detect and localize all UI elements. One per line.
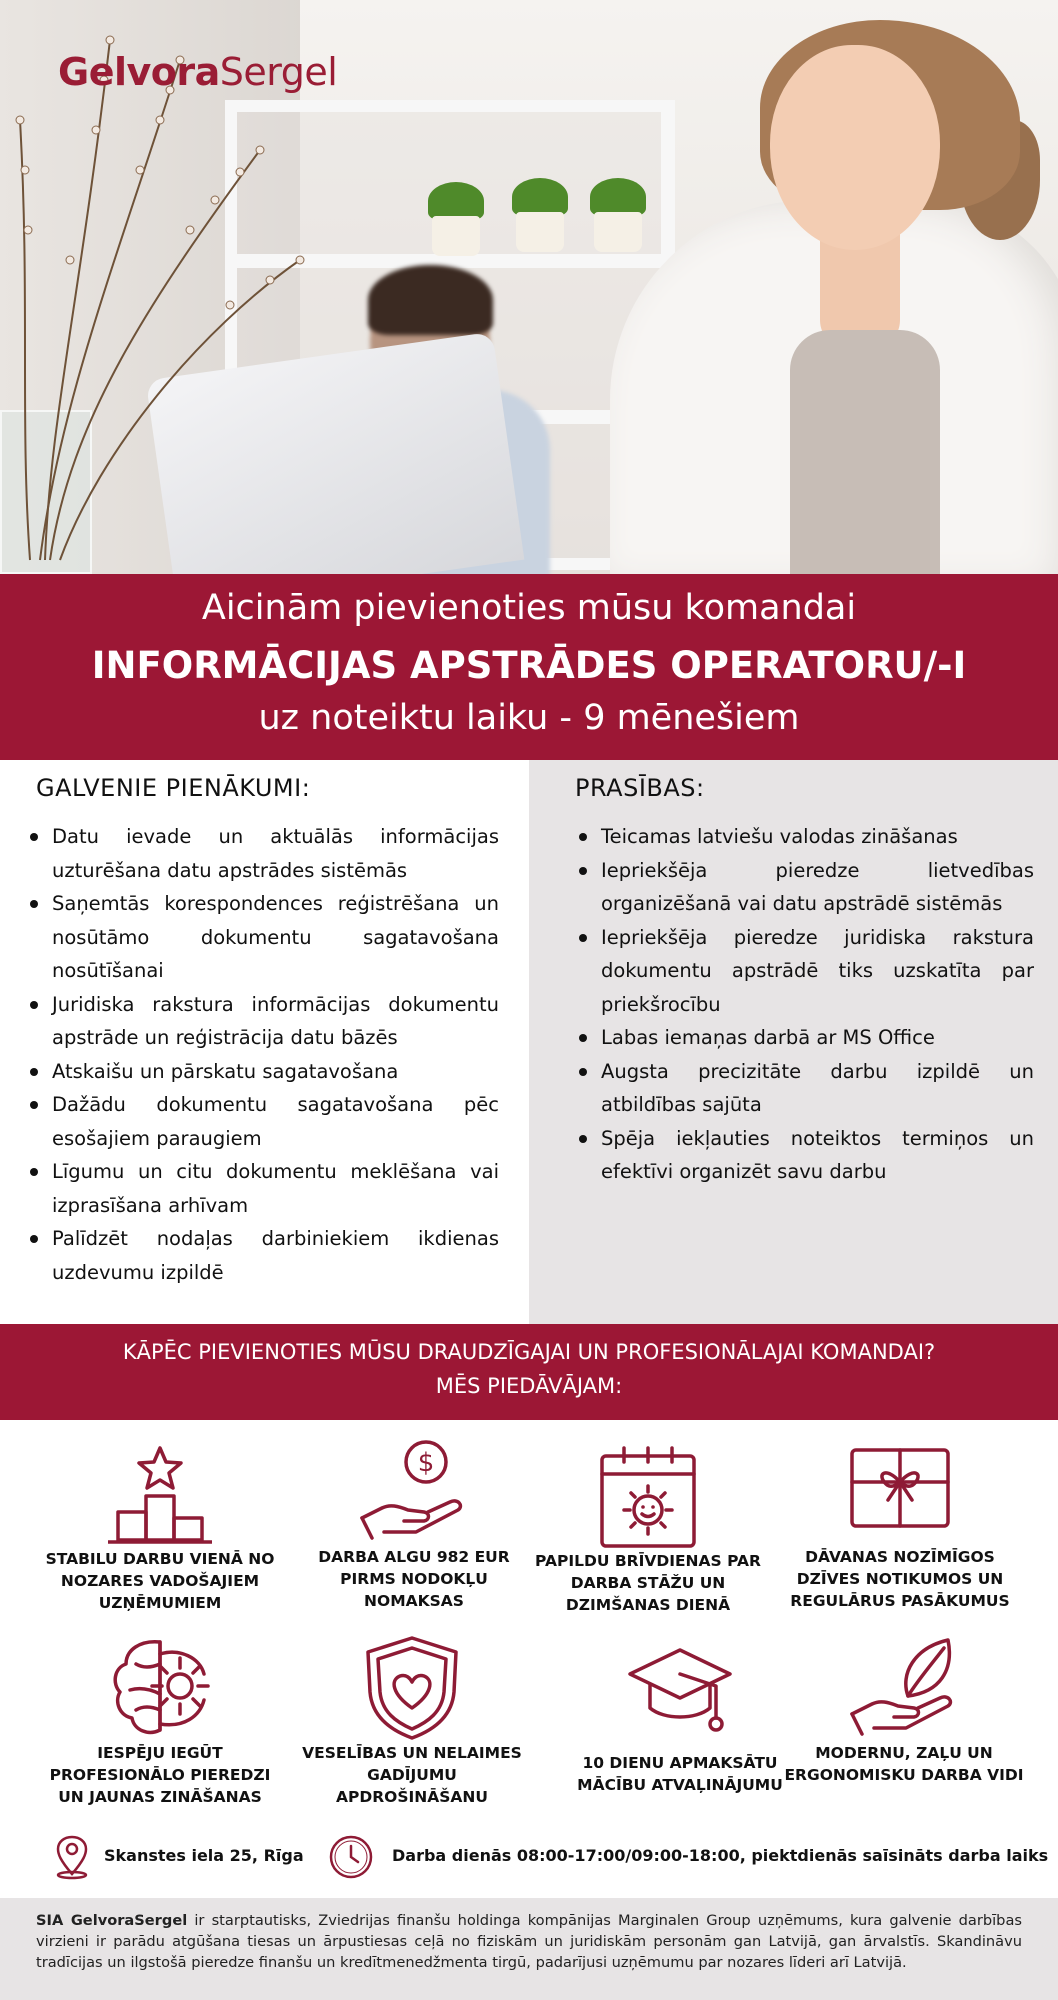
requirements-list <box>575 820 1034 1189</box>
hand-coin-icon <box>354 1438 474 1548</box>
about-company-name: SIA GelvoraSergel <box>36 1912 188 1929</box>
podium-star-icon <box>100 1442 220 1552</box>
location-pin-icon <box>52 1834 92 1880</box>
working-hours: Darba dienās 08:00-17:00/09:00-18:00, piektdienās saīsināts darba laiks <box>392 1846 1049 1865</box>
list-item: Labas iemaņas darbā ar MS Office <box>575 1021 1034 1055</box>
benefit-text: DARBA ALGU 982 EUR PIRMS NODOKĻU NOMAKSAS <box>318 1548 510 1610</box>
benefit-text: MODERNU, ZAĻU UN ERGONOMISKU DARBA VIDI <box>784 1744 1024 1784</box>
about-text: ir starptautisks, Zviedrijas finanšu holdinga kompānijas Marginalen Group uzņēmums, kura galvenie darbības virzieni ir parādu atgūšana tiesas un ārpustiesas ceļā no fiziskām un juridiskām personām gan Latvijā, gan ārvalstīs. Skandināvu tradīcijas un ilgstošā pieredze finanšu un kredītmenedžmenta tirgū, padarījusi uzņēmumu par nozares līderi arī Latvijā. <box>36 1912 1022 1971</box>
shield-heart-icon <box>352 1634 472 1744</box>
list-item: Iepriekšēja pieredze lietvedības organizēšanā vai datu apstrādē sistēmās <box>575 854 1034 921</box>
benefit-item <box>528 1442 768 1622</box>
list-item: Augsta precizitāte darbu izpildē un atbildības sajūta <box>575 1055 1034 1122</box>
list-item: Datu ievade un aktuālās informācijas uzturēšana datu apstrādes sistēmās <box>26 820 499 887</box>
calendar-sun-icon <box>588 1442 708 1552</box>
offer-heading: MĒS PIEDĀVĀJAM: <box>435 1374 623 1398</box>
list-item: Spēja iekļauties noteiktos termiņos un efektīvi organizēt savu darbu <box>575 1122 1034 1189</box>
benefit-item <box>780 1440 1020 1620</box>
benefit-item <box>40 1634 280 1814</box>
benefit-item <box>40 1442 280 1622</box>
svg-text:$: $ <box>417 1448 435 1478</box>
hand-leaf-icon <box>844 1634 964 1744</box>
office-address: Skanstes iela 25, Rīga <box>104 1846 304 1865</box>
benefit-item <box>292 1634 532 1814</box>
graduation-cap-icon <box>620 1640 740 1750</box>
hero-woman <box>770 45 940 250</box>
benefit-text: DĀVANAS NOZĪMĪGOS DZĪVES NOTIKUMOS UN REGULĀRUS PASĀKUMUS <box>790 1548 1010 1610</box>
list-item: Palīdzēt nodaļas darbiniekiem ikdienas uzdevumu izpildē <box>26 1222 499 1289</box>
benefit-text: PAPILDU BRĪVDIENAS PAR DARBA STĀŽU UN DZIMŠANAS DIENĀ <box>535 1552 761 1614</box>
benefit-text: VESELĪBAS UN NELAIMES GADĪJUMU APDROŠINĀŠANU <box>302 1744 522 1806</box>
duties-list <box>26 820 499 1289</box>
requirements-section <box>529 760 1058 1324</box>
offer-band <box>0 1324 1058 1420</box>
list-item: Saņemtās korespondences reģistrēšana un nosūtāmo dokumentu sagatavošana nosūtīšanai <box>26 887 499 988</box>
gift-icon <box>840 1440 960 1550</box>
clock-icon <box>328 1834 374 1880</box>
benefit-text: IESPĒJU IEGŪT PROFESIONĀLO PIEREDZI UN JAUNAS ZINĀŠANAS <box>49 1744 271 1806</box>
hero-woman <box>790 330 940 574</box>
list-item: Dažādu dokumentu sagatavošana pēc esošajiem paraugiem <box>26 1088 499 1155</box>
company-logo <box>58 50 337 94</box>
list-item: Atskaišu un pārskatu sagatavošana <box>26 1055 499 1089</box>
job-title-band <box>0 574 1058 760</box>
company-about <box>0 1898 1058 2000</box>
benefit-text: 10 DIENU APMAKSĀTU MĀCĪBU ATVAĻINĀJUMU <box>577 1754 783 1794</box>
hero-man <box>368 265 493 335</box>
hero-plant <box>512 178 568 216</box>
benefit-item <box>294 1438 534 1618</box>
duties-title: GALVENIE PIENĀKUMI: <box>36 774 311 802</box>
invite-line: Aicinām pievienoties mūsu komandai <box>201 588 857 628</box>
list-item: Teicamas latviešu valodas zināšanas <box>575 820 1034 854</box>
hero-pot <box>594 212 642 252</box>
hero-plant <box>590 178 646 216</box>
list-item: Juridiska rakstura informācijas dokumentu apstrāde un reģistrācija datu bāzēs <box>26 988 499 1055</box>
benefit-item <box>784 1634 1024 1814</box>
hero-pot <box>432 216 480 256</box>
list-item: Iepriekšēja pieredze juridiska rakstura dokumentu apstrādē tiks uzskatīta par priekšrocību <box>575 921 1034 1022</box>
hero-pot <box>516 212 564 252</box>
benefit-item <box>560 1640 800 1820</box>
logo-light-text: Sergel <box>219 50 338 94</box>
logo-bold-text: Gelvora <box>58 50 220 94</box>
contract-term: uz noteiktu laiku - 9 mēnešiem <box>258 698 800 738</box>
benefit-text: STABILU DARBU VIENĀ NO NOZARES VADOŠAJIEM UZŅĒMUMIEM <box>45 1550 275 1612</box>
job-title: INFORMĀCIJAS APSTRĀDES OPERATORU/-I <box>91 644 967 687</box>
list-item: Līgumu un citu dokumentu meklēšana vai izprasīšana arhīvam <box>26 1155 499 1222</box>
hero-photo <box>0 0 1058 574</box>
duties-section <box>0 760 529 1324</box>
requirements-title: PRASĪBAS: <box>575 774 705 802</box>
brain-gear-icon <box>100 1634 220 1744</box>
hero-plant <box>428 182 484 220</box>
contact-row <box>0 1830 1058 1886</box>
offer-question: KĀPĒC PIEVIENOTIES MŪSU DRAUDZĪGAJAI UN PROFESIONĀLAJAI KOMANDAI? <box>122 1340 936 1364</box>
about-paragraph <box>36 1910 1022 1973</box>
